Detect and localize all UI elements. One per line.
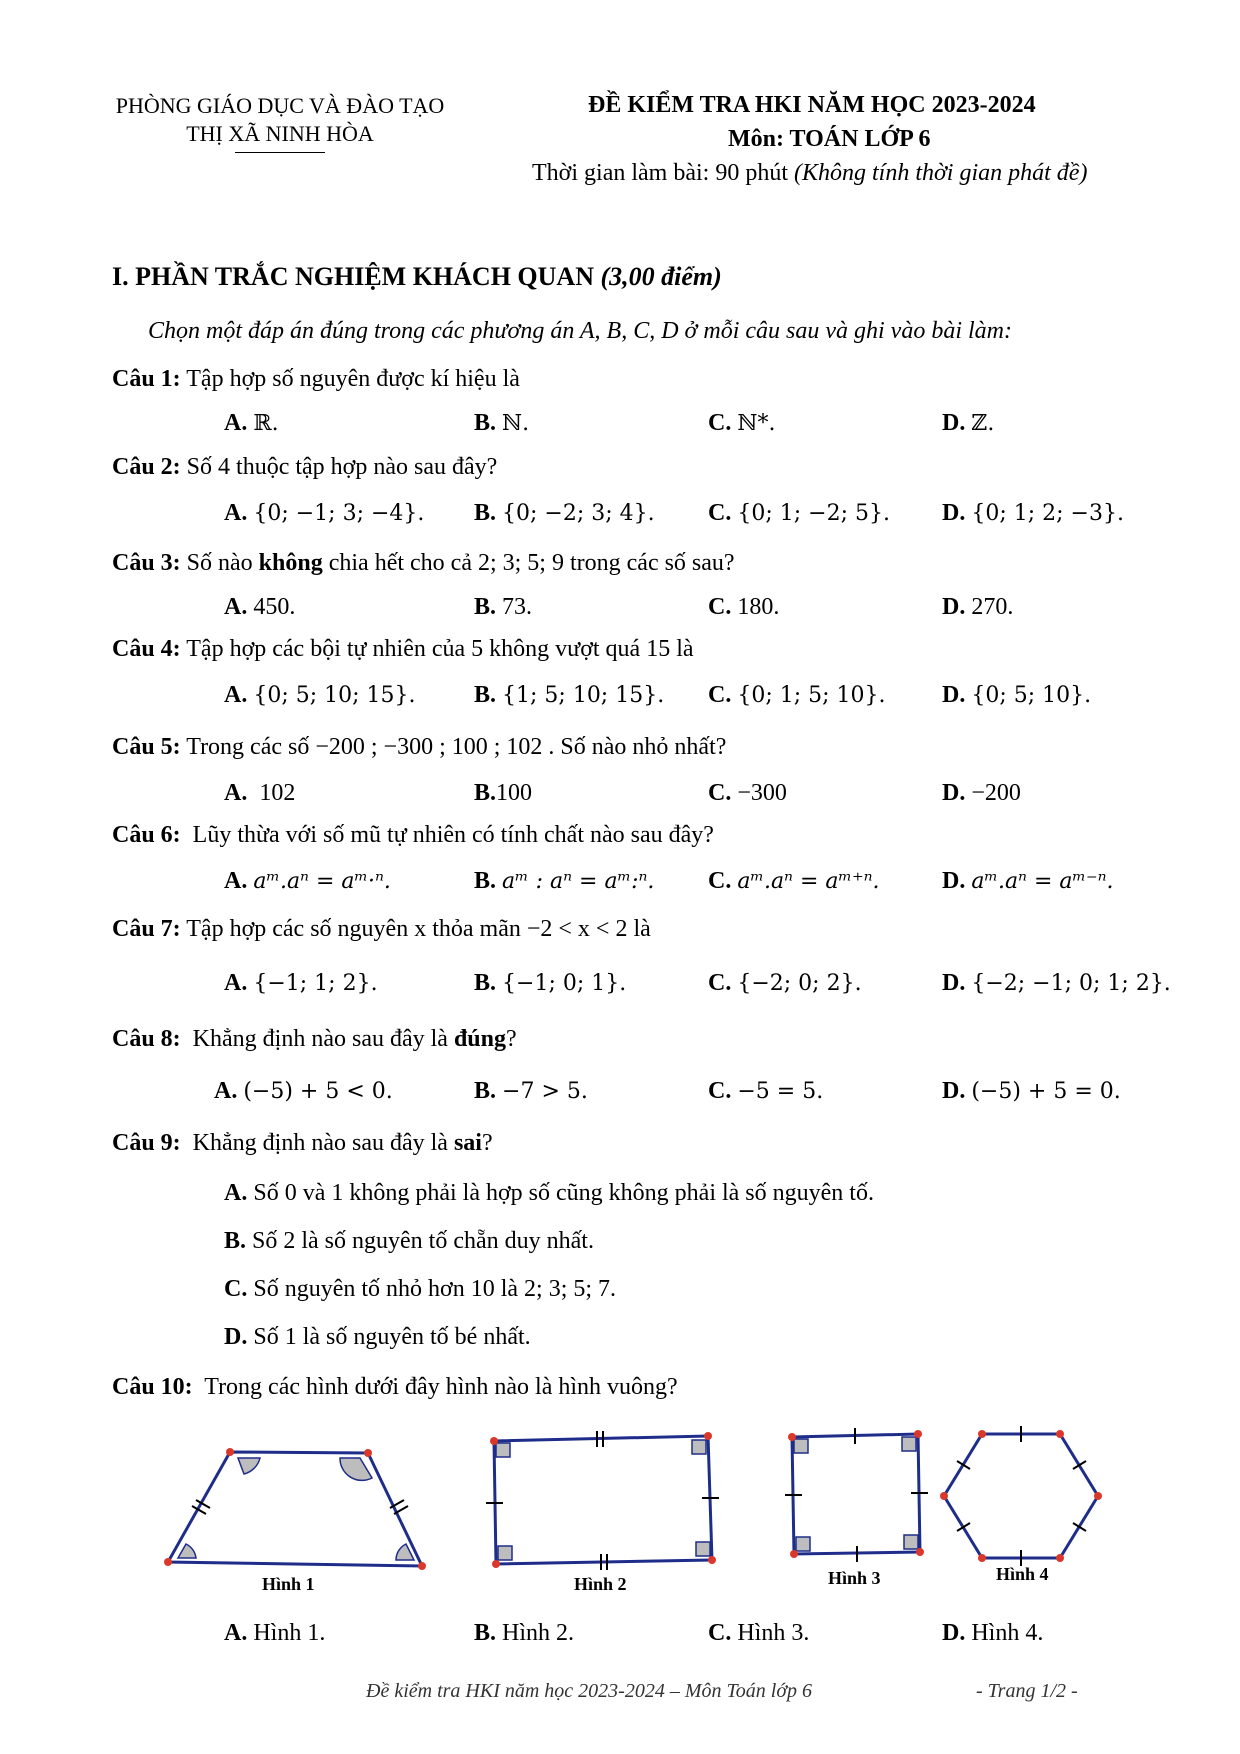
q4-option-b[interactable]: B. {1; 5; 10; 15}. bbox=[474, 682, 665, 708]
exam-title: ĐỀ KIỂM TRA HKI NĂM HỌC 2023-2024 bbox=[588, 92, 1036, 118]
footer-title: Đề kiểm tra HKI năm học 2023-2024 – Môn Toán lớp 6 bbox=[366, 1680, 813, 1702]
q8-option-b[interactable]: B. −7 > 5. bbox=[474, 1078, 588, 1104]
vertex-point bbox=[164, 1558, 172, 1566]
q10-option-b[interactable]: B. Hình 2. bbox=[474, 1620, 575, 1646]
vertex-point bbox=[978, 1554, 986, 1562]
q10-option-d[interactable]: D. Hình 4. bbox=[942, 1620, 1044, 1646]
vertex-point bbox=[940, 1492, 948, 1500]
q4-option-a[interactable]: A. {0; 5; 10; 15}. bbox=[224, 682, 416, 708]
q7-option-c[interactable]: C. {−2; 0; 2}. bbox=[708, 970, 862, 996]
question-text: Trong các số −200 ; −300 ; 100 ; 102 . Số nào nhỏ nhất? bbox=[186, 734, 727, 760]
right-angle-marker bbox=[496, 1443, 510, 1457]
q7-option-a[interactable]: A. {−1; 1; 2}. bbox=[224, 970, 378, 996]
q4-option-c[interactable]: C. {0; 1; 5; 10}. bbox=[708, 682, 886, 708]
q9-option-d[interactable]: D. Số 1 là số nguyên tố bé nhất. bbox=[224, 1324, 531, 1350]
question-text: Tập hợp các số nguyên x thỏa mãn −2 < x < 2 là bbox=[186, 916, 651, 942]
exam-subject: Môn: TOÁN LỚP 6 bbox=[728, 126, 931, 152]
q3-option-a[interactable]: A. 450. bbox=[224, 594, 296, 620]
q1-option-d[interactable]: D. ℤ. bbox=[942, 410, 995, 436]
q9-option-b[interactable]: B. Số 2 là số nguyên tố chẵn duy nhất. bbox=[224, 1228, 594, 1254]
figure-3-label: Hình 3 bbox=[828, 1568, 881, 1588]
figure-2-label: Hình 2 bbox=[574, 1574, 627, 1594]
q6-option-c[interactable]: C. aᵐ.aⁿ = aᵐ⁺ⁿ. bbox=[708, 868, 880, 894]
right-angle-marker bbox=[696, 1542, 710, 1556]
vertex-point bbox=[490, 1437, 498, 1445]
q8-option-d[interactable]: D. (−5) + 5 = 0. bbox=[942, 1078, 1121, 1104]
q2-option-c[interactable]: C. {0; 1; −2; 5}. bbox=[708, 500, 890, 526]
question-label: Câu 4: bbox=[112, 636, 181, 662]
q6-option-d[interactable]: D. aᵐ.aⁿ = aᵐ⁻ⁿ. bbox=[942, 868, 1114, 894]
q5-option-b[interactable]: B.100 bbox=[474, 780, 533, 806]
q7-option-d[interactable]: D. {−2; −1; 0; 1; 2}. bbox=[942, 970, 1171, 996]
question-label: Câu 2: bbox=[112, 454, 181, 480]
q10-option-a[interactable]: A. Hình 1. bbox=[224, 1620, 326, 1646]
figure-4-label: Hình 4 bbox=[996, 1564, 1049, 1584]
q9-option-c[interactable]: C. Số nguyên tố nhỏ hơn 10 là 2; 3; 5; 7. bbox=[224, 1276, 617, 1302]
duration-note: (Không tính thời gian phát đề) bbox=[793, 160, 1088, 186]
vertex-point bbox=[226, 1448, 234, 1456]
right-angle-marker bbox=[796, 1537, 810, 1551]
q2-option-a[interactable]: A. {0; −1; 3; −4}. bbox=[224, 500, 425, 526]
question-label: Câu 5: bbox=[112, 734, 181, 760]
vertex-point bbox=[914, 1430, 922, 1438]
q5-option-c[interactable]: C. −300 bbox=[708, 780, 787, 806]
section-heading: I. PHẦN TRẮC NGHIỆM KHÁCH QUAN bbox=[112, 262, 594, 291]
q8-option-a[interactable]: A. (−5) + 5 < 0. bbox=[214, 1078, 393, 1104]
question-text: Số 4 thuộc tập hợp nào sau đây? bbox=[186, 454, 498, 480]
question-label: Câu 9: bbox=[112, 1130, 181, 1156]
vertex-point bbox=[364, 1449, 372, 1457]
q9-option-a[interactable]: A. Số 0 và 1 không phải là hợp số cũng không phải là số nguyên tố. bbox=[224, 1180, 874, 1206]
department-name: PHÒNG GIÁO DỤC VÀ ĐÀO TẠO bbox=[115, 93, 445, 118]
q5-option-a[interactable]: A. 102 bbox=[224, 780, 296, 806]
right-angle-marker bbox=[794, 1439, 808, 1453]
duration-text: Thời gian làm bài: 90 phút bbox=[532, 160, 788, 186]
vertex-point bbox=[788, 1433, 796, 1441]
question-text: Lũy thừa với số mũ tự nhiên có tính chất nào sau đây? bbox=[192, 822, 714, 848]
rectangle-shape bbox=[494, 1436, 712, 1564]
q6-option-a[interactable]: A. aᵐ.aⁿ = aᵐ·ⁿ. bbox=[224, 868, 391, 894]
q3-option-b[interactable]: B. 73. bbox=[474, 594, 533, 620]
q1-option-c[interactable]: C. ℕ*. bbox=[708, 410, 776, 436]
right-angle-marker bbox=[904, 1535, 918, 1549]
q1-option-b[interactable]: B. ℕ. bbox=[474, 410, 530, 436]
question-text: Tập hợp các bội tự nhiên của 5 không vượt quá 15 là bbox=[186, 636, 694, 662]
q6-option-b[interactable]: B. aᵐ : aⁿ = aᵐ:ⁿ. bbox=[474, 868, 655, 894]
figure-1-label: Hình 1 bbox=[262, 1574, 315, 1594]
angle-marker bbox=[178, 1544, 196, 1558]
q1-option-a[interactable]: A. ℝ. bbox=[224, 410, 279, 436]
square-shape bbox=[792, 1434, 920, 1554]
question-text: Tập hợp số nguyên được kí hiệu là bbox=[186, 366, 520, 392]
vertex-point bbox=[916, 1548, 924, 1556]
question-label: Câu 8: bbox=[112, 1026, 181, 1052]
q4-option-d[interactable]: D. {0; 5; 10}. bbox=[942, 682, 1092, 708]
right-angle-marker bbox=[902, 1437, 916, 1451]
q7-option-b[interactable]: B. {−1; 0; 1}. bbox=[474, 970, 627, 996]
vertex-point bbox=[1094, 1492, 1102, 1500]
question-label: Câu 3: bbox=[112, 550, 181, 576]
question-8: Câu 8: Khẳng định nào sau đây là đúng? bbox=[112, 1026, 517, 1052]
vertex-point bbox=[418, 1562, 426, 1570]
question-3: Câu 3: Số nào không chia hết cho cả 2; 3; 5; 9 trong các số sau? bbox=[112, 550, 735, 576]
trapezoid-shape bbox=[168, 1452, 422, 1566]
vertex-point bbox=[1056, 1554, 1064, 1562]
question-9: Câu 9: Khẳng định nào sau đây là sai? bbox=[112, 1130, 493, 1156]
question-label: Câu 10: bbox=[112, 1374, 193, 1400]
angle-marker bbox=[340, 1458, 372, 1480]
q2-option-b[interactable]: B. {0; −2; 3; 4}. bbox=[474, 500, 655, 526]
vertex-point bbox=[790, 1550, 798, 1558]
q10-option-c[interactable]: C. Hình 3. bbox=[708, 1620, 810, 1646]
question-label: Câu 1: bbox=[112, 366, 181, 392]
page-number: - Trang 1/2 - bbox=[976, 1680, 1078, 1702]
q3-option-c[interactable]: C. 180. bbox=[708, 594, 780, 620]
district-name: THỊ XÃ NINH HÒA bbox=[186, 121, 374, 146]
question-text: Trong các hình dưới đây hình nào là hình vuông? bbox=[204, 1374, 678, 1400]
section-points: (3,00 điểm) bbox=[600, 262, 722, 291]
q8-option-c[interactable]: C. −5 = 5. bbox=[708, 1078, 824, 1104]
q3-option-d[interactable]: D. 270. bbox=[942, 594, 1014, 620]
vertex-point bbox=[492, 1560, 500, 1568]
section-instruction: Chọn một đáp án đúng trong các phương án A, B, C, D ở mỗi câu sau và ghi vào bài làm: bbox=[148, 318, 1012, 344]
angle-marker bbox=[238, 1458, 260, 1474]
question-label: Câu 7: bbox=[112, 916, 181, 942]
q2-option-d[interactable]: D. {0; 1; 2; −3}. bbox=[942, 500, 1124, 526]
q5-option-d[interactable]: D. −200 bbox=[942, 780, 1021, 806]
vertex-point bbox=[1056, 1430, 1064, 1438]
question-label: Câu 6: bbox=[112, 822, 181, 848]
vertex-point bbox=[704, 1432, 712, 1440]
vertex-point bbox=[978, 1430, 986, 1438]
right-angle-marker bbox=[498, 1546, 512, 1560]
hexagon-shape bbox=[944, 1434, 1098, 1558]
vertex-point bbox=[708, 1556, 716, 1564]
right-angle-marker bbox=[692, 1440, 706, 1454]
